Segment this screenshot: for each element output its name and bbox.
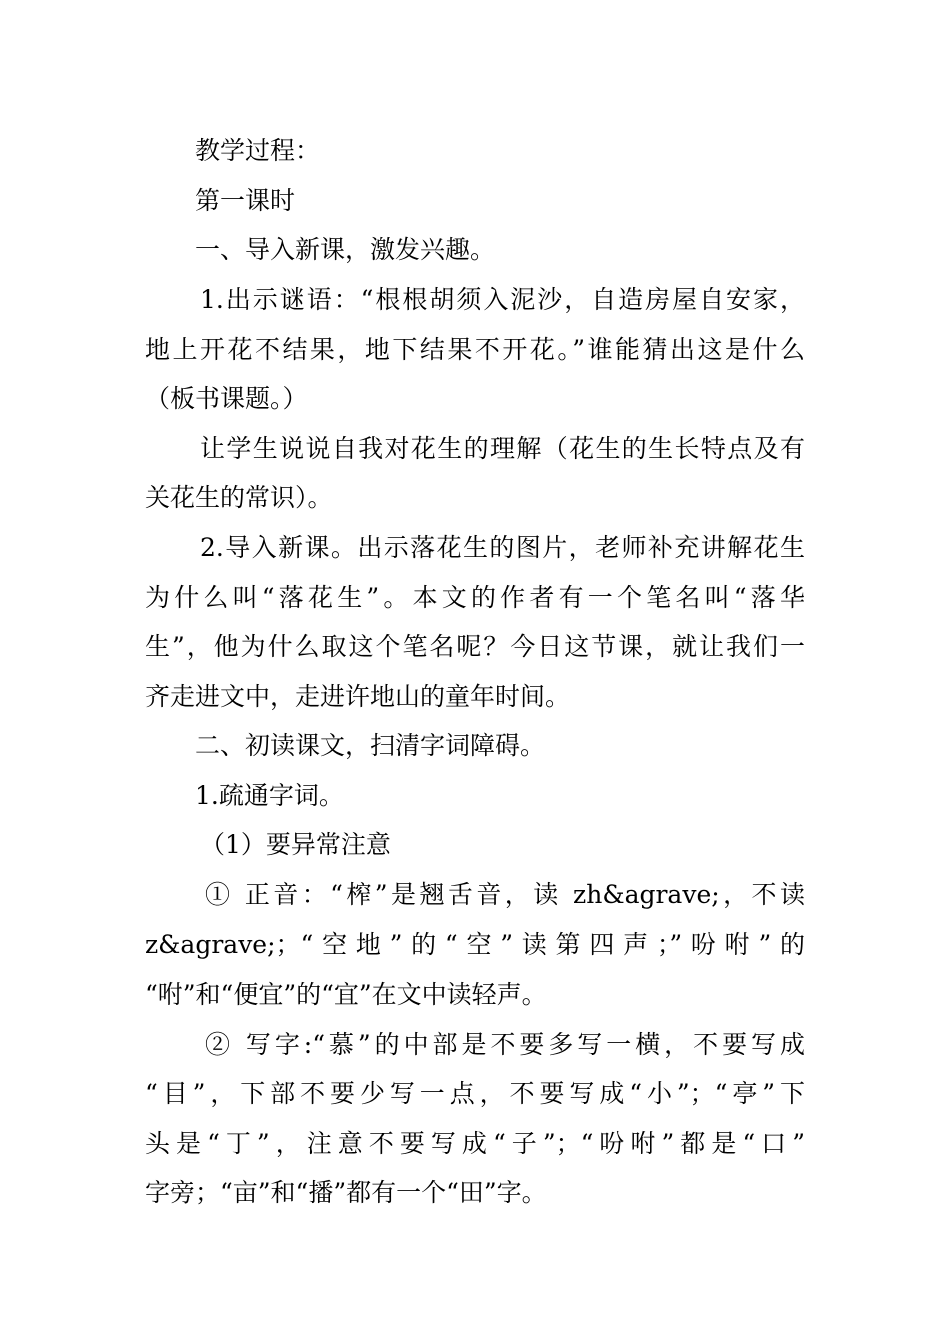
sub-heading: 1.疏通字词。 [195,781,344,810]
paragraph-line: 齐走进文中，走进许地山的童年时间。 [145,682,571,711]
paragraph-line: ② 写字:“慕”的中部是不要多写一横，不要写成 [205,1030,805,1059]
paragraph-line: （板书课题。） [145,384,308,413]
step-heading-1: 一、导入新课，激发兴趣。 [195,235,496,264]
paragraph-line: 字旁；“亩”和“播”都有一个“田”字。 [145,1178,547,1207]
paragraph-line: 让学生说说自我对花生的理解（花生的生长特点及有 [200,434,805,463]
step-heading-2: 二、初读课文，扫清字词障碍。 [195,731,546,760]
paragraph-line: 关花生的常识）。 [145,483,333,512]
paragraph-line: 头是“丁”，注意不要写成“子”；“吩咐”都是“口” [145,1129,805,1158]
sub-sub-heading: （1）要异常注意 [200,830,391,859]
section-heading-teaching-process: 教学过程： [195,136,321,165]
paragraph-line: 地上开花不结果，地下结果不开花。”谁能猜出这是什么 [145,335,805,364]
paragraph-line: “咐”和“便宜”的“宜”在文中读轻声。 [145,980,547,1009]
lesson-heading: 第一课时 [195,186,296,215]
paragraph-line: z&agrave;；“空地”的“空”读第四声；”吩咐”的 [145,930,805,959]
paragraph-line: “目”，下部不要少写一点，不要写成“小”；“亭”下 [145,1079,805,1108]
paragraph-line: 生”，他为什么取这个笔名呢？今日这节课，就让我们一 [145,632,805,661]
paragraph-line: 1.出示谜语：“根根胡须入泥沙，自造房屋自安家， [200,285,805,314]
paragraph-line: 为什么叫“落花生”。本文的作者有一个笔名叫“落华 [145,583,805,612]
paragraph-line: 2.导入新课。出示落花生的图片，老师补充讲解花生 [200,533,805,562]
paragraph-line: ① 正音：“榨”是翘舌音，读 zh&agrave;，不读 [205,880,805,909]
